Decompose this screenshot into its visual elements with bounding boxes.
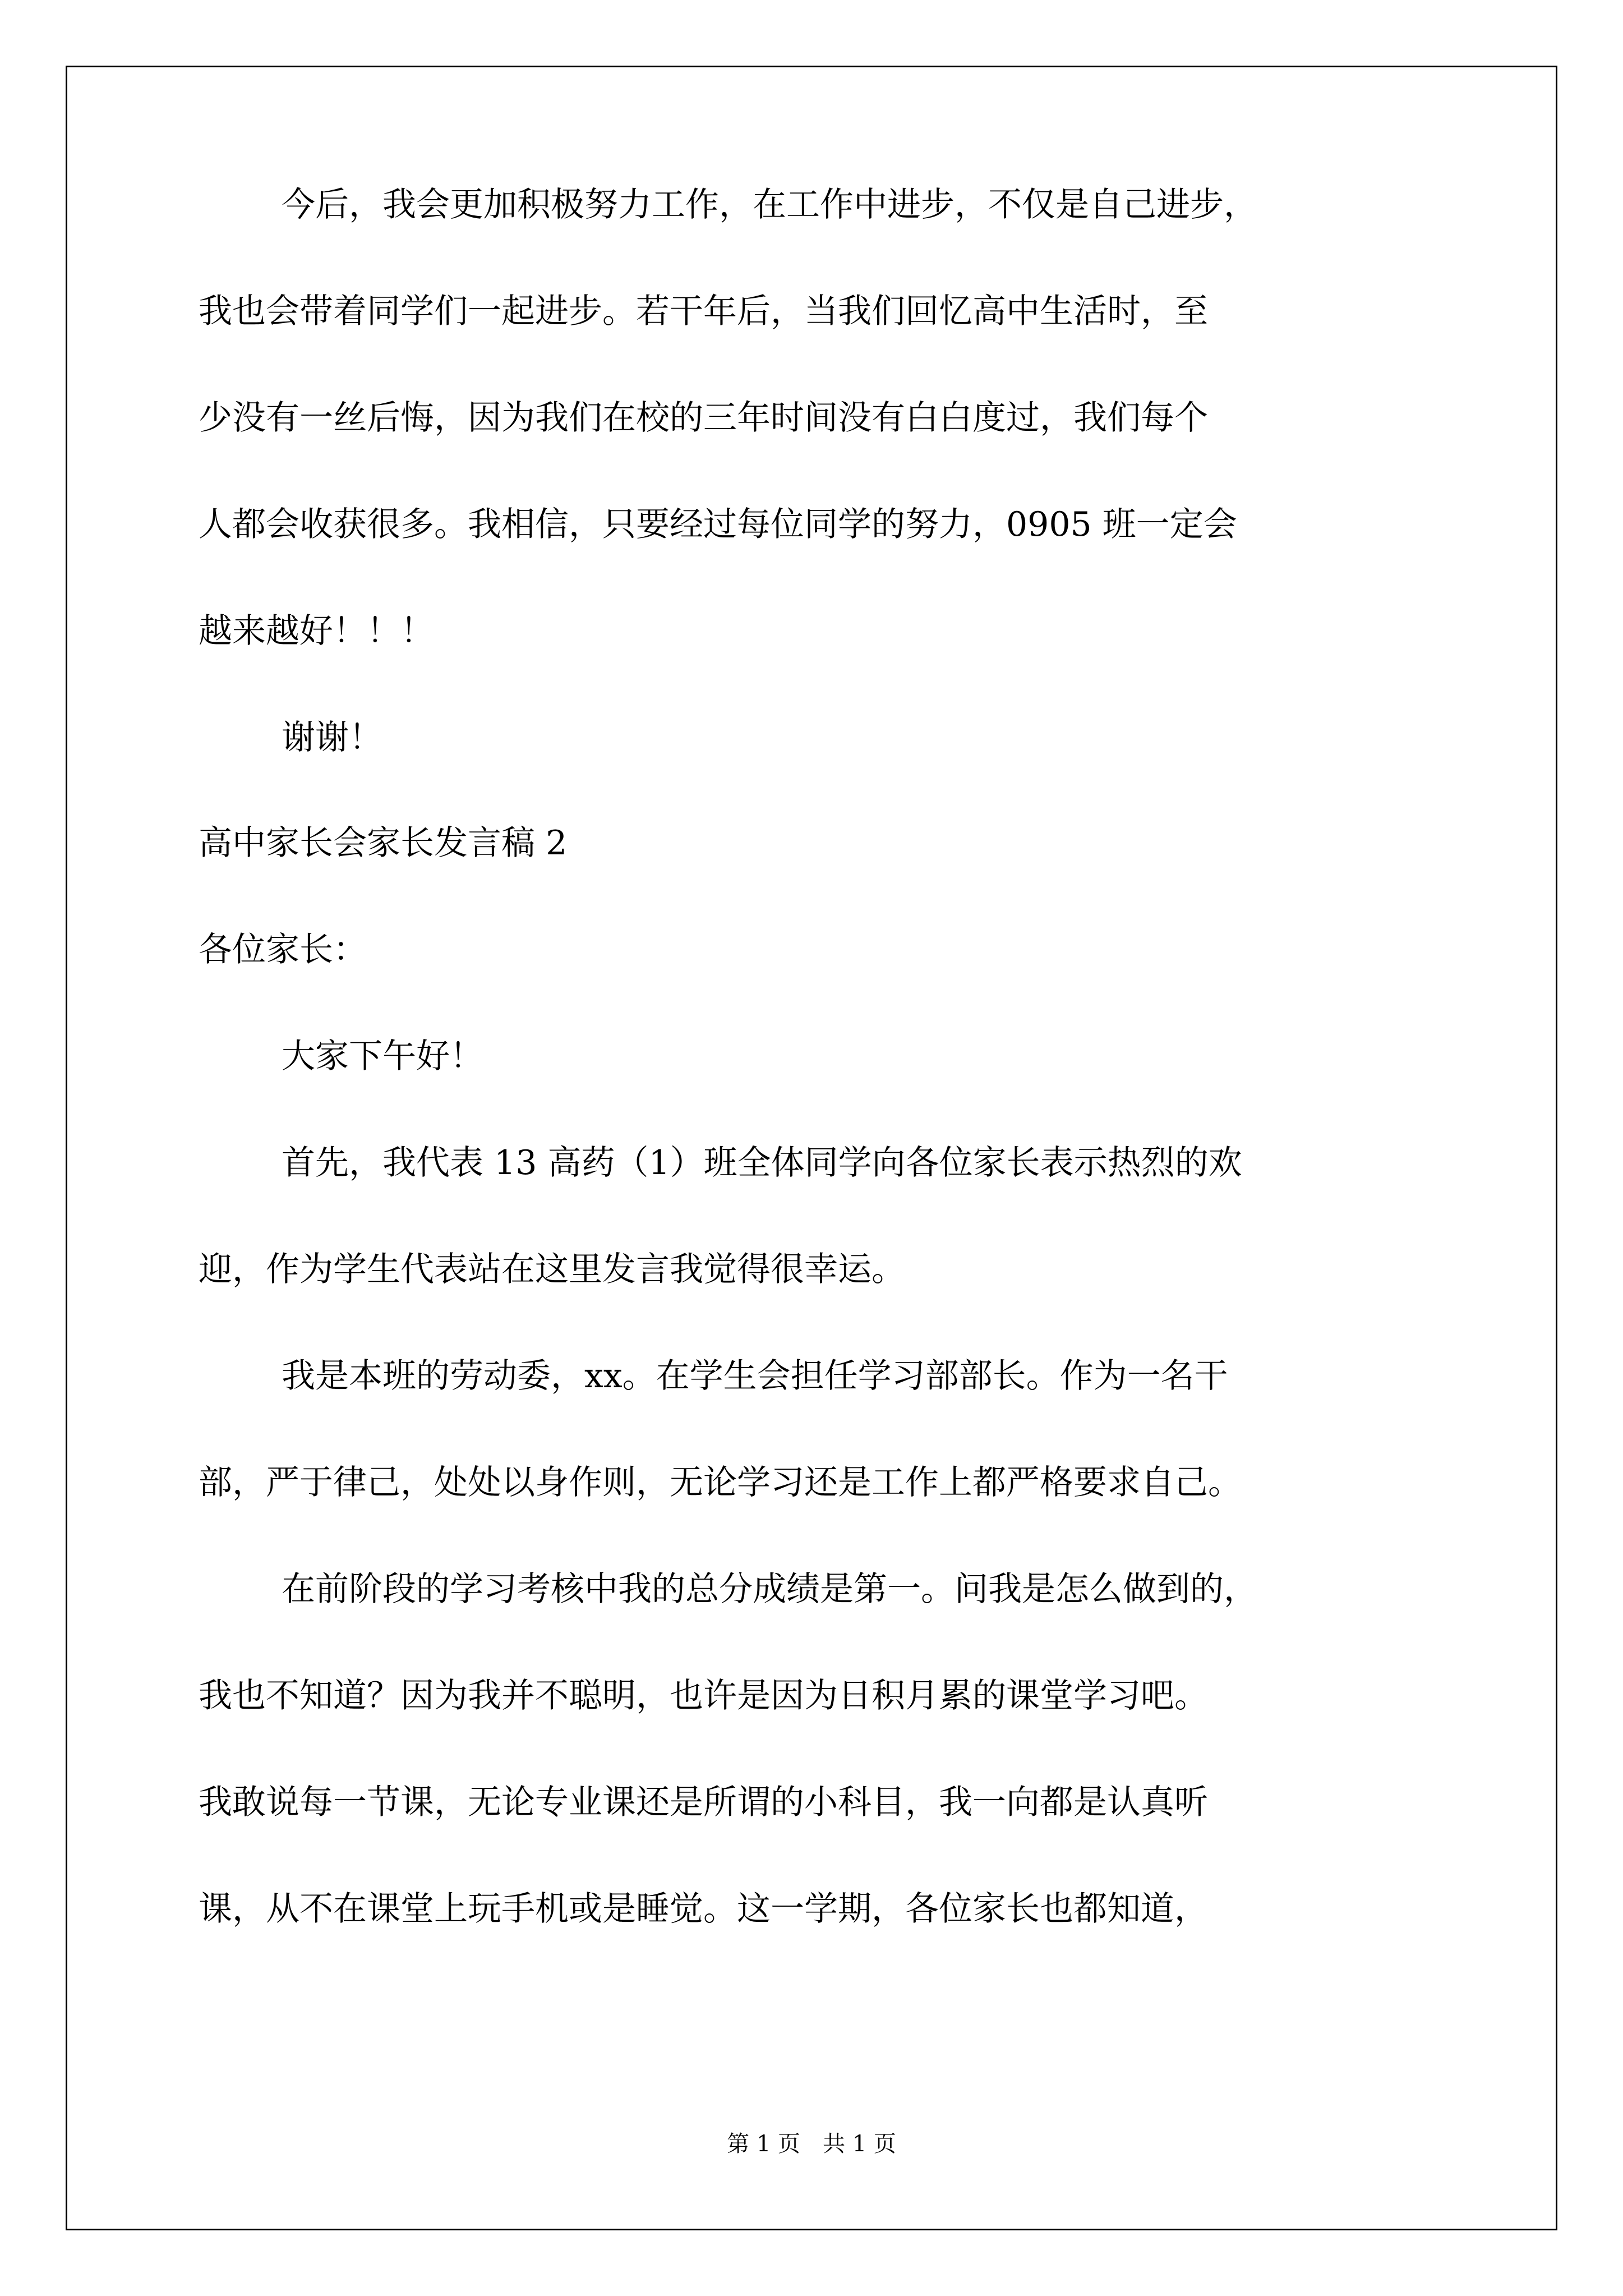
paragraph-line: 今后，我会更加积极努力工作，在工作中进步，不仅是自己进步， [282, 185, 1257, 224]
paragraph-line: 越来越好！！！ [199, 611, 434, 651]
salutation: 各位家长： [199, 930, 367, 969]
paragraph-line: 我敢说每一节课，无论专业课还是所谓的小科目，我一向都是认真听 [199, 1783, 1208, 1822]
page-footer: 第 1 页 共 1 页 [727, 2131, 896, 2157]
section-heading: 高中家长会家长发言稿 2 [199, 823, 568, 863]
paragraph-line: 首先，我代表 13 高药（1）班全体同学向各位家长表示热烈的欢 [282, 1143, 1242, 1182]
paragraph-line: 课，从不在课堂上玩手机或是睡觉。这一学期，各位家长也都知道， [199, 1889, 1208, 1929]
paragraph-line: 部，严于律己，处处以身作则，无论学习还是工作上都严格要求自己。 [199, 1463, 1242, 1502]
paragraph-line: 在前阶段的学习考核中我的总分成绩是第一。问我是怎么做到的， [282, 1570, 1257, 1609]
paragraph-line: 我是本班的劳动委，xx。在学生会担任学习部部长。作为一名干 [282, 1356, 1228, 1396]
paragraph-line: 迎，作为学生代表站在这里发言我觉得很幸运。 [199, 1250, 905, 1289]
paragraph-line: 我也会带着同学们一起进步。若干年后，当我们回忆高中生活时，至 [199, 292, 1208, 331]
greeting-line: 大家下午好！ [282, 1037, 483, 1076]
paragraph-line: 我也不知道？因为我并不聪明，也许是因为日积月累的课堂学习吧。 [199, 1676, 1208, 1715]
paragraph-line: 人都会收获很多。我相信，只要经过每位同学的努力，0905 班一定会 [199, 505, 1237, 544]
closing-line: 谢谢！ [282, 718, 382, 757]
paragraph-line: 少没有一丝后悔，因为我们在校的三年时间没有白白度过，我们每个 [199, 398, 1208, 438]
